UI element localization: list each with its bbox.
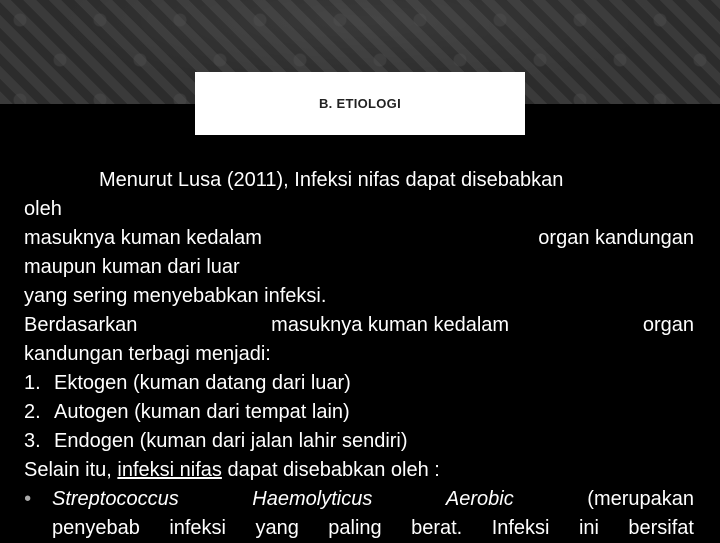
text-segment: Selain itu, xyxy=(24,459,118,481)
text-segment: yang xyxy=(255,517,299,539)
list-text: Ektogen (kuman datang dari luar) xyxy=(54,372,351,394)
text-segment: masuknya kuman kedalam xyxy=(24,227,262,249)
text-segment: Berdasarkan xyxy=(24,314,138,336)
list-item xyxy=(24,398,694,427)
list-text: Autogen (kuman dari tempat lain) xyxy=(54,401,350,423)
text-segment: (merupakan xyxy=(587,488,694,510)
paragraph-1-line-4: maupun kuman dari luar xyxy=(24,256,240,278)
text-segment: penyebab xyxy=(52,517,140,539)
text-segment: bersifat xyxy=(628,517,694,539)
list-item xyxy=(24,369,694,398)
paragraph-1-line-1: Menurut Lusa (2011), Infeksi nifas dapat disebabkan xyxy=(99,169,564,191)
paragraph-1-line-2: oleh xyxy=(24,198,62,220)
text-segment: organ kandungan xyxy=(538,227,694,249)
slide-title: B. ETIOLOGI xyxy=(318,96,402,111)
paragraph-1-line-5: yang sering menyebabkan infeksi. xyxy=(24,285,327,307)
paragraph-2-line-1 xyxy=(24,311,694,340)
list-text: Endogen (kuman dari jalan lahir sendiri) xyxy=(54,430,408,452)
organism-word: Aerobic xyxy=(445,488,514,510)
text-segment: dapat disebabkan oleh : xyxy=(221,459,440,481)
paragraph-3 xyxy=(24,456,694,485)
text-segment: ini xyxy=(578,517,599,539)
underlined-term: infeksi nifas xyxy=(117,459,222,481)
list-number: 1. xyxy=(24,372,41,394)
text-segment: masuknya kuman kedalam xyxy=(271,314,510,336)
text-segment: paling xyxy=(328,517,382,539)
list-number: 3. xyxy=(24,430,41,452)
organism-word: Haemolyticus xyxy=(252,488,373,510)
text-segment: Infeksi xyxy=(491,517,550,539)
title-box xyxy=(195,72,525,135)
paragraph-2-line-2: kandungan terbagi menjadi: xyxy=(24,343,271,365)
list-item xyxy=(24,427,694,456)
list-number: 2. xyxy=(24,401,41,423)
organism-word: Streptococcus xyxy=(52,488,179,510)
bullet-icon: • xyxy=(24,488,32,510)
text-segment: berat. xyxy=(411,517,463,539)
slide-body xyxy=(24,166,694,543)
text-segment: organ xyxy=(642,314,694,336)
text-segment: infeksi xyxy=(169,517,227,539)
paragraph-1-line-3 xyxy=(24,224,694,253)
bullet-line xyxy=(24,485,694,514)
bullet-continuation xyxy=(24,514,694,543)
